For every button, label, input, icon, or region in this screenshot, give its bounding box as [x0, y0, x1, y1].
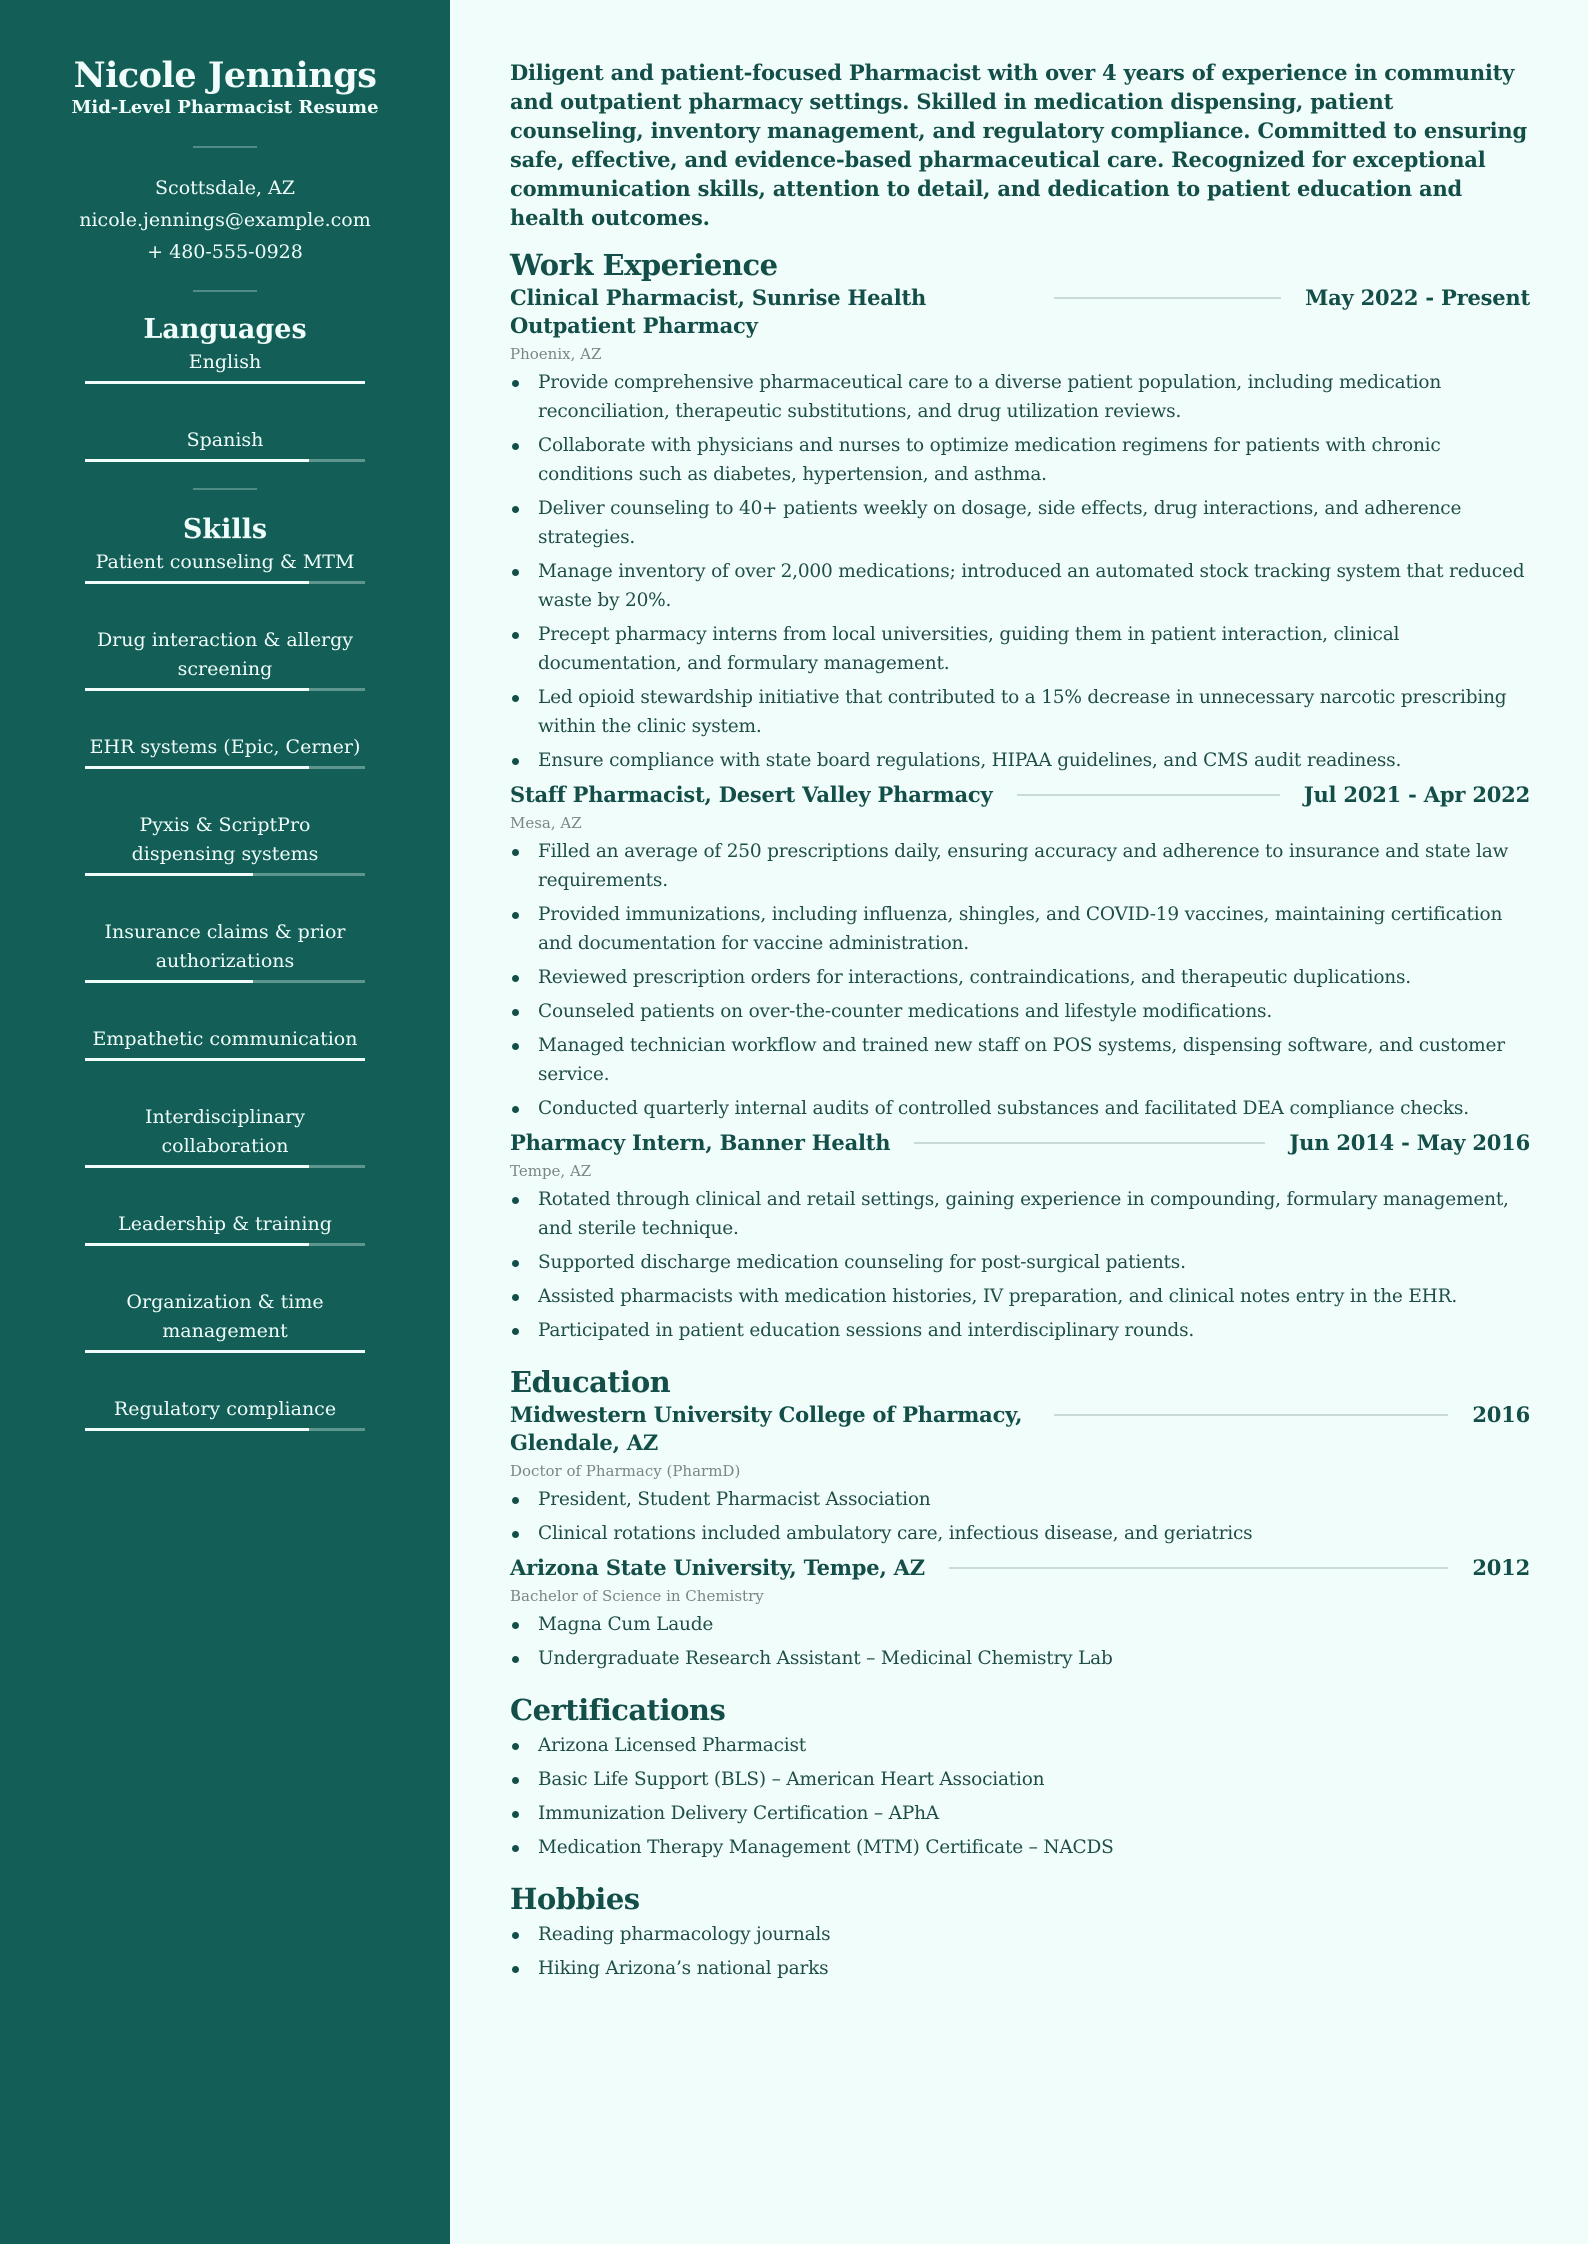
skill-level-bar: [85, 1428, 365, 1431]
bullet-item: Led opioid stewardship initiative that contributed to a 15% decrease in unnecessary narcotic prescribing within the clinic system.: [510, 683, 1530, 741]
level-fill: [85, 581, 309, 584]
job-title: Staff Pharmacist, Desert Valley Pharmacy: [510, 782, 993, 807]
language-label: Spanish: [186, 429, 264, 451]
certification-item: Arizona Licensed Pharmacist: [510, 1731, 1530, 1760]
skill-level-bar: [85, 980, 365, 983]
contact-phone[interactable]: + 480-555-0928: [147, 241, 303, 263]
resume-subtitle: Mid-Level Pharmacist Resume: [71, 97, 379, 118]
job-bullets: [510, 837, 1530, 1123]
skill-level-bar: [85, 1243, 365, 1246]
skill-label: Leadership & training: [118, 1213, 332, 1235]
level-fill: [85, 1350, 365, 1353]
job-header: [510, 781, 1530, 809]
skill-label: Drug interaction & allergy screening: [96, 629, 354, 680]
bullet-item: Supported discharge medication counseling for post-surgical patients.: [510, 1248, 1530, 1277]
certification-item: Immunization Delivery Certification – APhA: [510, 1799, 1530, 1828]
education-header: [510, 1401, 1530, 1457]
divider-line: [914, 1142, 1265, 1144]
job-bullets: [510, 368, 1530, 775]
hobbies-heading: Hobbies: [510, 1882, 640, 1916]
professional-summary: Diligent and patient-focused Pharmacist with over 4 years of experience in community and outpatient pharmacy settings. Skilled in medication dispensing, patient counseling, inventory management, and regulatory compliance. Committed to ensuring safe, effective, and evidence-based pharmaceutical care. Recognized for exceptional communication skills, attention to detail, and dedication to patient education and health outcomes.: [510, 60, 1527, 230]
certifications-list: [510, 1731, 1530, 1862]
bullet-item: Magna Cum Laude: [510, 1610, 1530, 1639]
skill-item: [85, 1395, 365, 1431]
level-fill: [85, 459, 309, 462]
hobby-item: Reading pharmacology journals: [510, 1920, 1530, 1949]
education-date: 2012: [1472, 1555, 1530, 1580]
skill-item: [85, 626, 365, 691]
language-level-bar: [85, 381, 365, 384]
skills-heading: Skills: [182, 514, 268, 545]
contact-email[interactable]: nicole.jennings@example.com: [79, 209, 371, 231]
level-fill: [85, 1058, 365, 1061]
contact-location: Scottsdale, AZ: [155, 177, 295, 199]
certifications-heading: Certifications: [510, 1693, 726, 1727]
education-bullets: [510, 1610, 1530, 1673]
divider: [193, 488, 257, 490]
contact-block: [0, 172, 450, 268]
bullet-item: President, Student Pharmacist Association: [510, 1485, 1530, 1514]
skill-label: Pyxis & ScriptPro dispensing systems: [131, 814, 319, 865]
education-header: [510, 1554, 1530, 1582]
bullet-item: Filled an average of 250 prescriptions daily, ensuring accuracy and adherence to insurance and state law requirements.: [510, 837, 1530, 895]
job-title: Clinical Pharmacist, Sunrise Health Outpatient Pharmacy: [510, 285, 927, 338]
divider: [193, 290, 257, 292]
bullet-item: Provided immunizations, including influenza, shingles, and COVID-19 vaccines, maintaining certification and documentation for vaccine administration.: [510, 900, 1530, 958]
hobbies-list: [510, 1920, 1530, 1983]
job-location: Tempe, AZ: [510, 1162, 592, 1180]
divider-line: [1054, 297, 1281, 299]
language-label: English: [188, 351, 262, 373]
skill-level-bar: [85, 766, 365, 769]
job-location: Phoenix, AZ: [510, 345, 602, 363]
bullet-item: Deliver counseling to 40+ patients weekly on dosage, side effects, drug interactions, and adherence strategies.: [510, 494, 1530, 552]
bullet-item: Participated in patient education sessions and interdisciplinary rounds.: [510, 1316, 1530, 1345]
job-header: [510, 284, 1530, 340]
level-fill: [85, 1165, 309, 1168]
skill-item: [85, 1210, 365, 1246]
skill-label: Insurance claims & prior authorizations: [104, 921, 346, 972]
education-entry: [510, 1401, 1530, 1548]
language-item: [85, 348, 365, 384]
sidebar: [0, 0, 450, 2244]
work-experience-list: [510, 284, 1530, 1345]
skill-label: Empathetic communication: [92, 1028, 358, 1050]
divider-line: [1017, 794, 1280, 796]
job-title: Pharmacy Intern, Banner Health: [510, 1130, 891, 1155]
level-fill: [85, 381, 365, 384]
skills-list: [85, 548, 365, 1431]
job-entry: [510, 1129, 1530, 1345]
level-fill: [85, 1243, 309, 1246]
certification-item: Medication Therapy Management (MTM) Certificate – NACDS: [510, 1833, 1530, 1862]
bullet-item: Provide comprehensive pharmaceutical care to a diverse patient population, including medication reconciliation, therapeutic substitutions, and drug utilization reviews.: [510, 368, 1530, 426]
job-location: Mesa, AZ: [510, 814, 582, 832]
skill-item: [85, 918, 365, 983]
level-fill: [85, 1428, 309, 1431]
bullet-item: Assisted pharmacists with medication histories, IV preparation, and clinical notes entry in the EHR.: [510, 1282, 1530, 1311]
skill-label: Patient counseling & MTM: [95, 551, 355, 573]
skill-item: [85, 811, 365, 876]
language-level-bar: [85, 459, 365, 462]
divider-line: [1054, 1414, 1448, 1416]
level-fill: [85, 980, 253, 983]
skill-item: [85, 1288, 365, 1353]
education-degree: Doctor of Pharmacy (PharmD): [510, 1462, 741, 1480]
skill-level-bar: [85, 1058, 365, 1061]
level-fill: [85, 766, 309, 769]
languages-heading: Languages: [143, 314, 307, 345]
education-entry: [510, 1554, 1530, 1673]
languages-list: [85, 348, 365, 462]
education-list: [510, 1401, 1530, 1673]
skill-label: Interdisciplinary collaboration: [144, 1106, 306, 1157]
divider: [193, 146, 257, 148]
skill-item: [85, 733, 365, 769]
education-degree: Bachelor of Science in Chemistry: [510, 1587, 764, 1605]
education-title: Midwestern University College of Pharmacy, Glendale, AZ: [510, 1402, 1023, 1455]
education-title: Arizona State University, Tempe, AZ: [510, 1555, 925, 1580]
candidate-name: Nicole Jennings: [73, 55, 377, 96]
skill-level-bar: [85, 581, 365, 584]
language-item: [85, 426, 365, 462]
job-entry: [510, 781, 1530, 1123]
certification-item: Basic Life Support (BLS) – American Heart Association: [510, 1765, 1530, 1794]
work-experience-heading: Work Experience: [510, 248, 778, 282]
bullet-item: Reviewed prescription orders for interactions, contraindications, and therapeutic duplications.: [510, 963, 1530, 992]
job-header: [510, 1129, 1530, 1157]
education-heading: Education: [510, 1365, 671, 1399]
bullet-item: Clinical rotations included ambulatory care, infectious disease, and geriatrics: [510, 1519, 1530, 1548]
education-bullets: [510, 1485, 1530, 1548]
main-content: [510, 58, 1530, 1988]
skill-item: [85, 1103, 365, 1168]
skill-level-bar: [85, 1165, 365, 1168]
bullet-item: Managed technician workflow and trained new staff on POS systems, dispensing software, and customer service.: [510, 1031, 1530, 1089]
bullet-item: Undergraduate Research Assistant – Medicinal Chemistry Lab: [510, 1644, 1530, 1673]
level-fill: [85, 688, 309, 691]
hobby-item: Hiking Arizona’s national parks: [510, 1954, 1530, 1983]
bullet-item: Conducted quarterly internal audits of controlled substances and facilitated DEA compliance checks.: [510, 1094, 1530, 1123]
job-date: May 2022 - Present: [1305, 285, 1530, 310]
education-date: 2016: [1472, 1402, 1530, 1427]
level-fill: [85, 873, 253, 876]
bullet-item: Counseled patients on over-the-counter medications and lifestyle modifications.: [510, 997, 1530, 1026]
skill-item: [85, 548, 365, 584]
skill-label: EHR systems (Epic, Cerner): [89, 736, 361, 758]
bullet-item: Rotated through clinical and retail settings, gaining experience in compounding, formulary management, and sterile technique.: [510, 1185, 1530, 1243]
job-date: Jun 2014 - May 2016: [1289, 1130, 1530, 1155]
bullet-item: Collaborate with physicians and nurses to optimize medication regimens for patients with chronic conditions such as diabetes, hypertension, and asthma.: [510, 431, 1530, 489]
job-date: Jul 2021 - Apr 2022: [1303, 782, 1530, 807]
job-entry: [510, 284, 1530, 775]
divider-line: [949, 1567, 1448, 1569]
skill-label: Organization & time management: [126, 1291, 324, 1342]
bullet-item: Precept pharmacy interns from local universities, guiding them in patient interaction, clinical documentation, and formulary management.: [510, 620, 1530, 678]
skill-item: [85, 1025, 365, 1061]
bullet-item: Ensure compliance with state board regulations, HIPAA guidelines, and CMS audit readiness.: [510, 746, 1530, 775]
skill-level-bar: [85, 873, 365, 876]
bullet-item: Manage inventory of over 2,000 medications; introduced an automated stock tracking system that reduced waste by 20%.: [510, 557, 1530, 615]
skill-label: Regulatory compliance: [113, 1398, 337, 1420]
skill-level-bar: [85, 1350, 365, 1353]
skill-level-bar: [85, 688, 365, 691]
job-bullets: [510, 1185, 1530, 1345]
